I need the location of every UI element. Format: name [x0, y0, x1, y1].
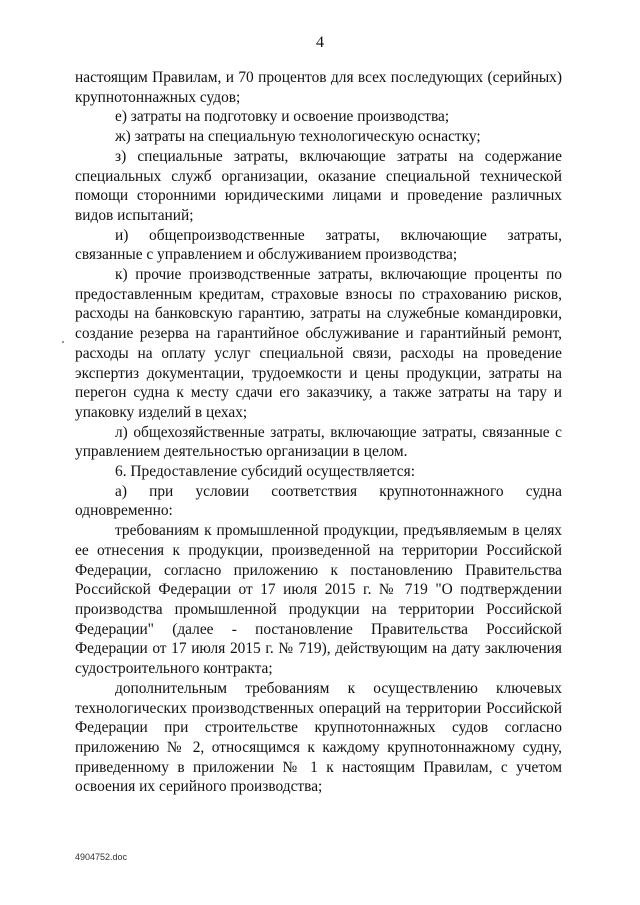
paragraph-item-a: а) при условии соответствия крупнотоннажного судна одновременно: — [75, 482, 562, 520]
paragraph-item-l: л) общехозяйственные затраты, включающие затраты, связанные с управлением деятельностью организации в целом. — [75, 423, 562, 461]
paragraph-item-i: и) общепроизводственные затраты, включающие затраты, связанные с управлением и обслуживанием производства; — [75, 226, 562, 264]
paragraph-item-z: з) специальные затраты, включающие затраты на содержание специальных служб организации, оказание специальной технической помощи сторонними юридическими лицами и проведение различных видов испытаний; — [75, 147, 562, 224]
paragraph-additional-requirements: дополнительным требованиям к осуществлению ключевых технологических производственных операций на территории Российской Федерации при строительстве крупнотоннажных судов согласно приложению № 2, относящимся к каждому крупнотоннажному судну, приведенному в приложении № 1 к настоящим Правилам, с учетом освоения их серийного производства; — [75, 679, 562, 796]
paragraph-item-k: к) прочие производственные затраты, включающие проценты по предоставленным кредитам, страховые взносы по страхованию рисков, расходы на банковскую гарантию, затраты на служебные командировки, создание резерва на гарантийное обслуживание и гарантийный ремонт, расходы на оплату услуг специальной связи, расходы на проведение экспертиз документации, трудоемкости и цены продукции, затраты на перегон судна к месту сдачи его заказчику, а также затраты на тару и упаковку изделий в цехах; — [75, 266, 562, 421]
footer-file-code: 4904752.doc — [75, 852, 128, 862]
margin-mark — [62, 341, 64, 343]
paragraph-continuation: настоящим Правилам, и 70 процентов для всех последующих (серийных) крупнотоннажных судов; — [75, 69, 562, 106]
page-number: 4 — [316, 34, 324, 51]
paragraph-item-e: е) затраты на подготовку и освоение производства; — [115, 108, 450, 126]
paragraph-requirements-production: требованиям к промышленной продукции, предъявляемым в целях ее отнесения к продукции, произведенной на территории Российской Федерации, согласно приложению к постановлению Правительства Российской Федерации от 17 июля 2015 г. № 719 "О подтверждении производства промышленной продукции на территории Российской Федерации" (далее - постановление Правительства Российской Федерации от 17 июля 2015 г. № 719), действующим на дату заключения судостроительного контракта; — [75, 522, 562, 678]
document-body — [75, 68, 562, 797]
paragraph-section-6: 6. Предоставление субсидий осуществляется: — [115, 463, 415, 481]
paragraph-item-zh: ж) затраты на специальную технологическую оснастку; — [115, 128, 481, 146]
